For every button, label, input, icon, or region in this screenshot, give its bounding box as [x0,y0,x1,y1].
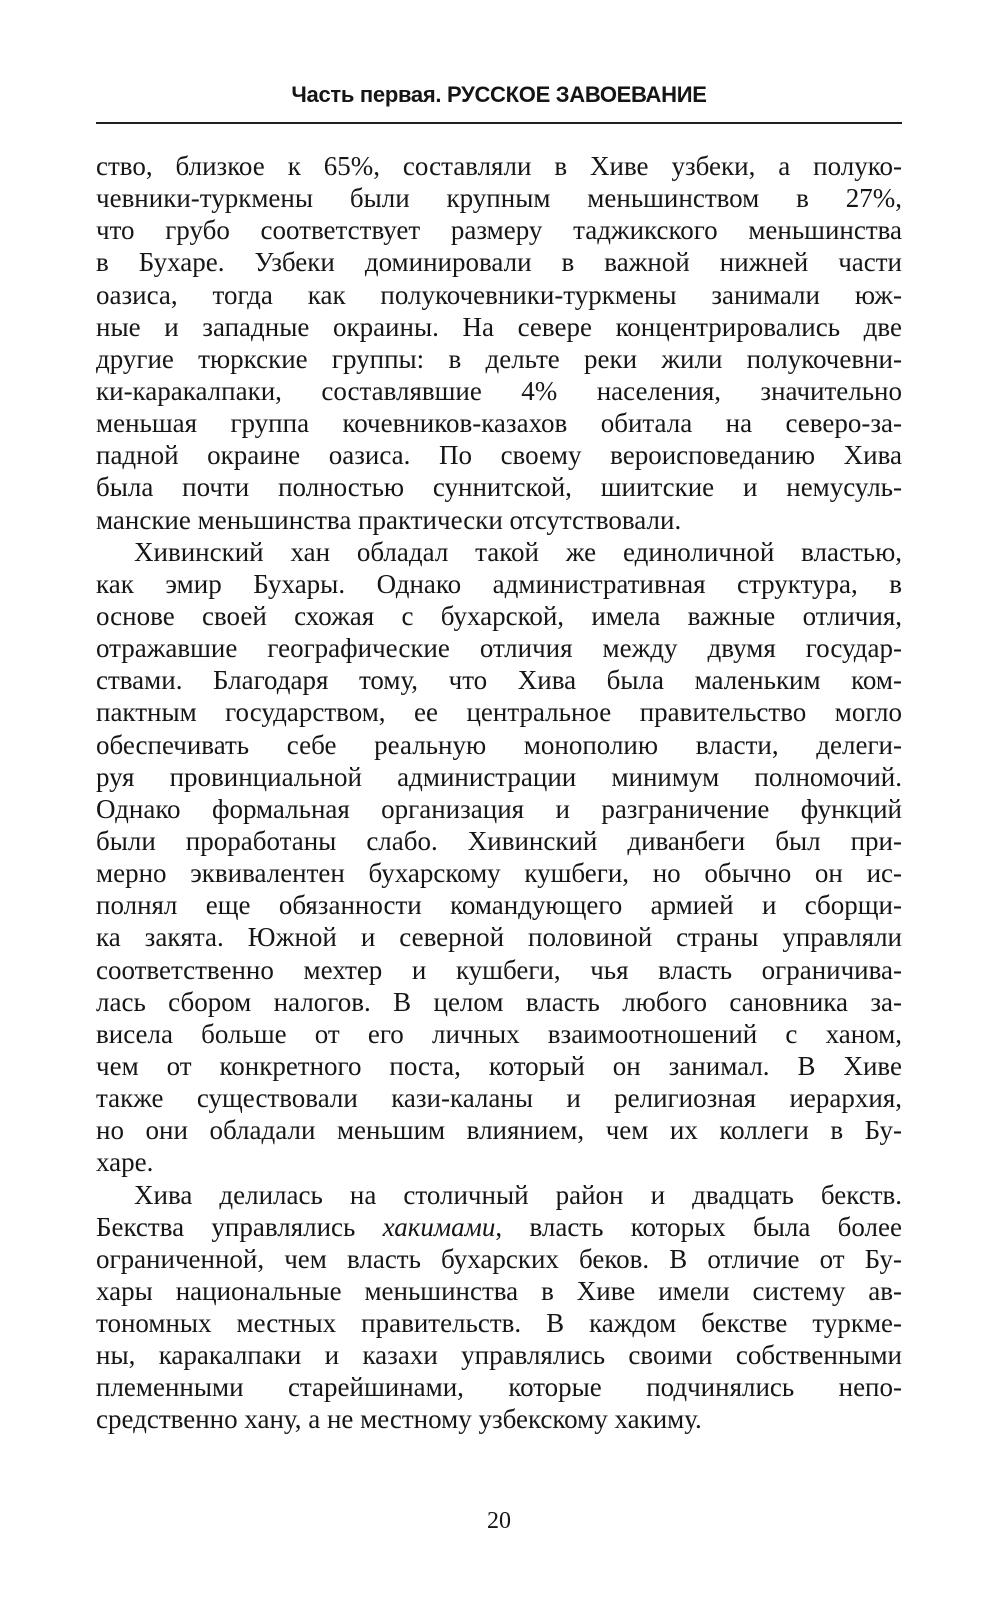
text-line: манские меньшинства практически отсутствовали. [96,504,682,535]
text-segment: Бекства управлялись [96,1211,383,1242]
text-line: хары национальные меньшинства в Хиве имели систему ав- [96,1275,902,1306]
text-line: пактным государством, ее центральное правительство могло [96,697,902,728]
text-line: но они обладали меньшим влиянием, чем их коллеги в Бу- [96,1115,902,1146]
text-line: падной окраине оазиса. По своему вероисповеданию Хива [96,440,902,471]
header-rule [96,122,902,124]
text-line: ки-каракалпаки, составлявшие 4% населения, значительно [96,375,902,406]
text-line-with-italic [96,1211,902,1243]
text-line: Хивинский хан обладал такой же единоличной властью, [134,536,902,567]
text-line: ка закята. Южной и северной половиной страны управляли [96,922,902,953]
text-line: висела больше от его личных взаимоотношений с ханом, [96,1018,902,1049]
text-line: мерно эквивалентен бухарскому кушбеги, но обычно он ис- [96,858,902,889]
text-line: соответственно мехтер и кушбеги, чья власть ограничива- [96,954,902,985]
text-line: отражавшие географические отличия между двумя государ- [96,633,902,664]
text-segment: , власть которых была более [495,1211,902,1242]
text-line: тономных местных правительств. В каждом бекстве туркме- [96,1308,902,1339]
text-line: оазиса, тогда как полукочевники-туркмены занимали юж- [96,279,902,310]
text-line: ствами. Благодаря тому, что Хива была маленьким ком- [96,665,902,696]
text-line: полнял еще обязанности командующего армией и сборщи- [96,890,902,921]
page-number: 20 [487,1508,511,1534]
text-line: как эмир Бухары. Однако административная структура, в [96,568,902,599]
text-line: лась сбором налогов. В целом власть любого сановника за- [96,986,902,1017]
text-line: другие тюркские группы: в дельте реки жили полукочевни- [96,343,902,374]
paragraph-1 [96,150,902,536]
text-line: ные и западные окраины. На севере концентрировались две [96,311,902,342]
body-text [96,150,902,1436]
text-line: Хива делилась на столичный район и двадцать бекств. [134,1179,902,1210]
text-line: Однако формальная организация и разграничение функций [96,793,902,824]
running-header: Часть первая. РУССКОЕ ЗАВОЕВАНИЕ [291,82,707,107]
text-line: руя провинциальной администрации минимум полномочий. [96,761,902,792]
text-line: были проработаны слабо. Хивинский диванбеги был при- [96,825,902,856]
text-line: чевники-туркмены были крупным меньшинством в 27%, [96,183,902,214]
text-line: ны, каракалпаки и казахи управлялись своими собственными [96,1340,902,1371]
paragraph-2 [96,536,902,1179]
text-line: чем от конкретного поста, который он занимал. В Хиве [96,1050,902,1081]
text-line: ограниченной, чем власть бухарских беков. В отличие от Бу- [96,1243,902,1274]
text-line: обеспечивать себе реальную монополию власти, делеги- [96,729,902,760]
text-line: основе своей схожая с бухарской, имела важные отличия, [96,600,902,631]
italic-term: хакимами [382,1211,496,1242]
text-line: племенными старейшинами, которые подчинялись непо- [96,1372,902,1403]
text-line: меньшая группа кочевников-казахов обитала на северо-за- [96,408,902,439]
text-line: ство, близкое к 65%, составляли в Хиве узбеки, а полуко- [96,151,902,181]
text-line: в Бухаре. Узбеки доминировали в важной нижней части [96,247,902,278]
text-line: что грубо соответствует размеру таджикского меньшинства [96,215,902,246]
text-line: харе. [96,1147,154,1178]
paragraph-3 [96,1179,902,1436]
text-line: также существовали кази-каланы и религиозная иерархия, [96,1083,902,1114]
text-line: средственно хану, а не местному узбекскому хакиму. [96,1404,702,1435]
text-line: была почти полностью суннитской, шиитские и немусуль- [96,472,902,503]
